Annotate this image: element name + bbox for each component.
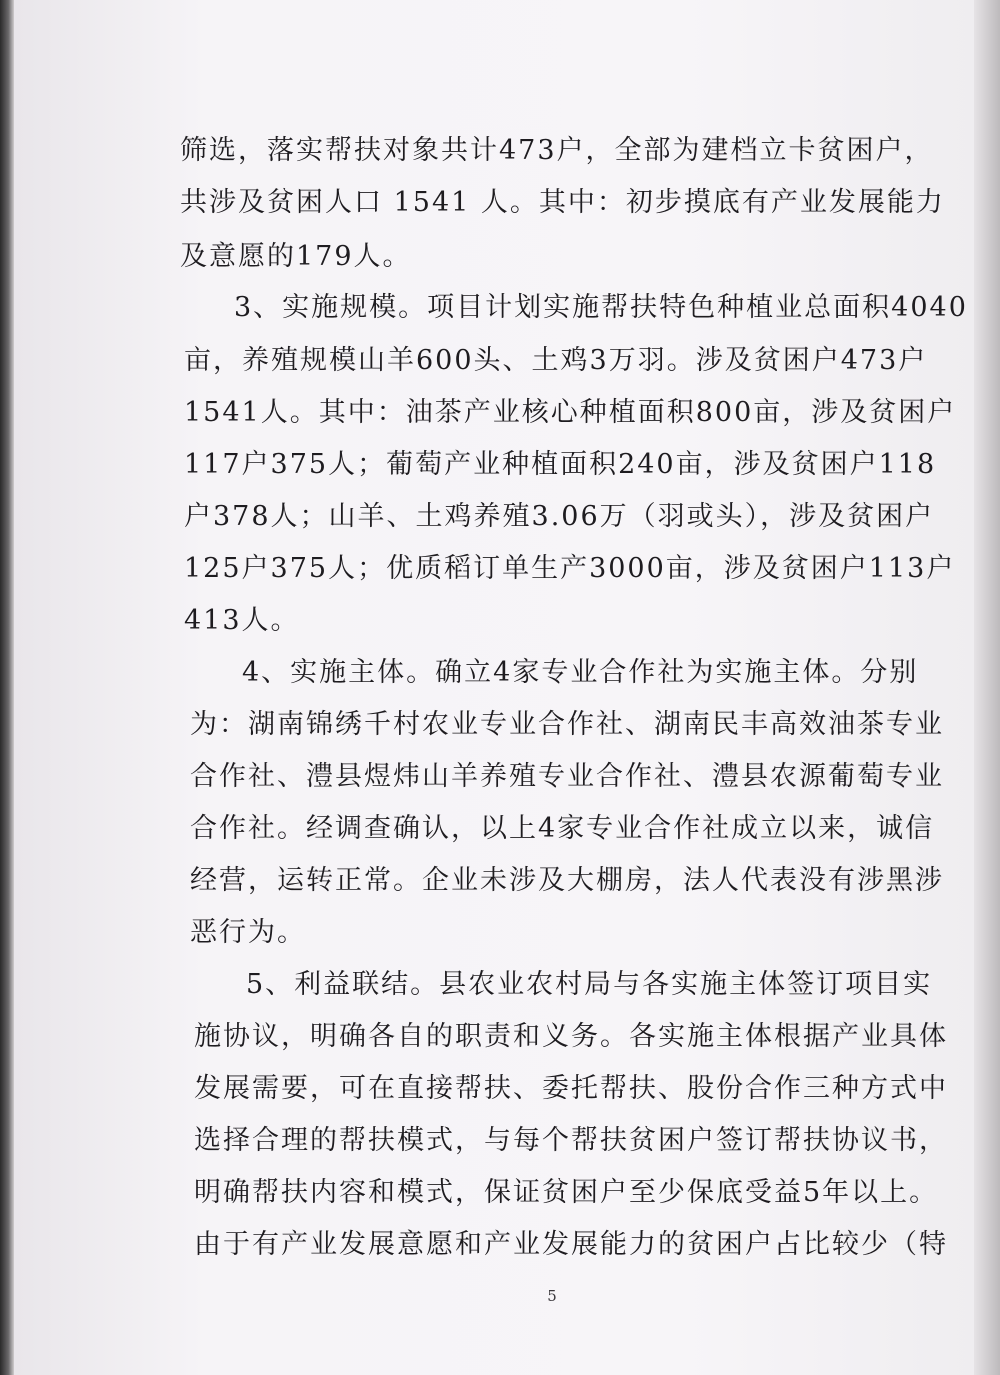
text-line: 为：湖南锦绣千村农业专业合作社、湖南民丰高效油茶专业	[190, 709, 944, 740]
text-line: 合作社、澧县煜炜山羊养殖专业合作社、澧县农源葡萄专业	[190, 761, 944, 792]
document-page	[14, 0, 974, 1375]
text-line: 明确帮扶内容和模式，保证贫困户至少保底受益5年以上。	[194, 1177, 939, 1208]
text-line: 413人。	[184, 605, 300, 636]
text-line: 筛选，落实帮扶对象共计473户，全部为建档立卡贫困户，	[180, 135, 934, 166]
scan-edge-right	[974, 0, 1000, 1375]
text-line: 施协议，明确各自的职责和义务。各实施主体根据产业具体	[194, 1021, 948, 1052]
scan-edge-left	[0, 0, 14, 1375]
text-line: 选择合理的帮扶模式，与每个帮扶贫困户签订帮扶协议书，	[194, 1125, 948, 1156]
text-line: 3、实施规模。项目计划实施帮扶特色种植业总面积4040	[234, 292, 968, 323]
text-line: 4、实施主体。确立4家专业合作社为实施主体。分别	[242, 657, 919, 688]
text-line: 发展需要，可在直接帮扶、委托帮扶、股份合作三种方式中	[194, 1073, 948, 1104]
text-line: 117户375人；葡萄产业种植面积240亩，涉及贫困户118	[184, 449, 937, 480]
text-line: 经营，运转正常。企业未涉及大棚房，法人代表没有涉黑涉	[190, 865, 944, 896]
text-line: 1541人。其中：油茶产业核心种植面积800亩，涉及贫困户	[184, 397, 957, 428]
text-line: 亩，养殖规模山羊600头、土鸡3万羽。涉及贫困户473户	[184, 345, 928, 376]
text-line: 125户375人；优质稻订单生产3000亩，涉及贫困户113户	[184, 553, 956, 584]
text-line: 及意愿的179人。	[180, 241, 412, 272]
text-line: 合作社。经调查确认，以上4家专业合作社成立以来，诚信	[190, 813, 935, 844]
page-number: 5	[547, 1287, 557, 1305]
text-line: 恶行为。	[190, 917, 306, 948]
text-line: 共涉及贫困人口 1541 人。其中：初步摸底有产业发展能力	[180, 187, 945, 218]
text-line: 由于有产业发展意愿和产业发展能力的贫困户占比较少（特	[194, 1229, 948, 1260]
text-line: 户378人；山羊、土鸡养殖3.06万（羽或头），涉及贫困户	[184, 501, 935, 532]
text-line: 5、利益联结。县农业农村局与各实施主体签订项目实	[246, 969, 933, 1000]
